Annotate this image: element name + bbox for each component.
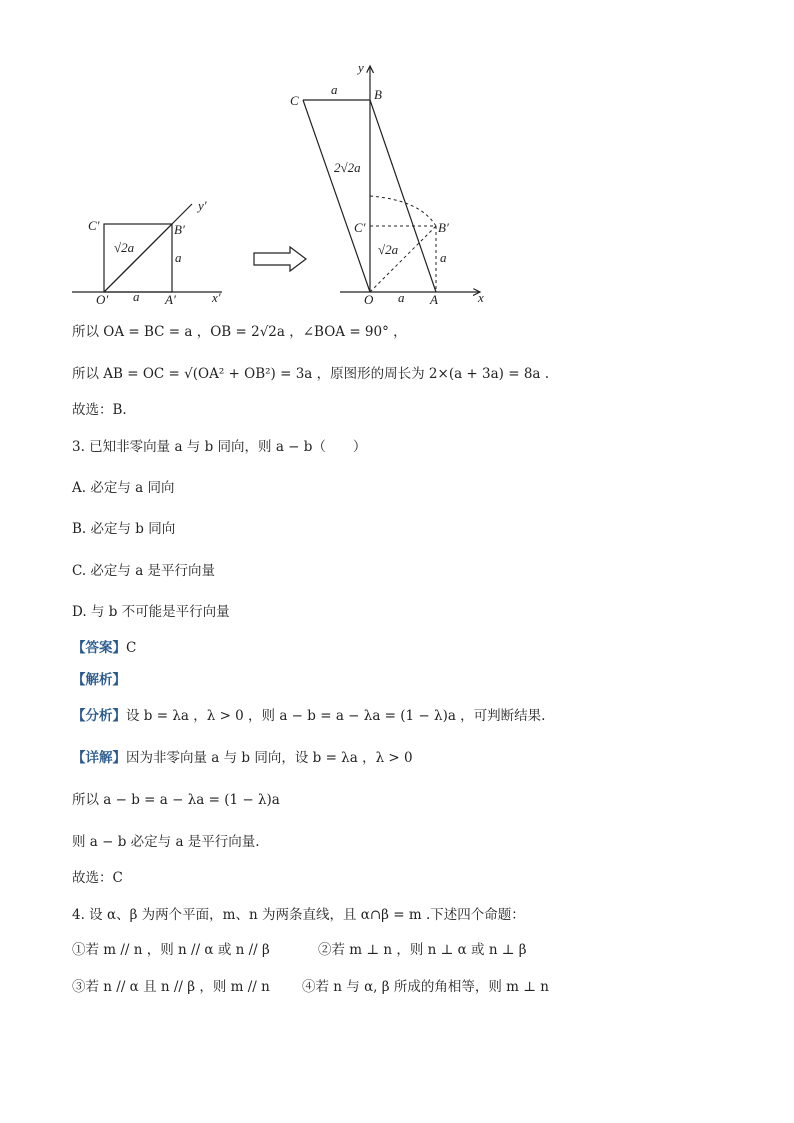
option-c: C. 必定与 a 是平行向量 <box>72 563 216 579</box>
original-figure <box>303 66 480 292</box>
left-diag-label: √2a <box>114 240 135 255</box>
right-ba <box>370 100 436 292</box>
option-d: D. 与 b 不可能是平行向量 <box>72 604 230 620</box>
detail-row <box>72 748 413 768</box>
right-arc <box>370 196 436 226</box>
answer-choice-b: 故选：B. <box>72 402 127 418</box>
analysis-sub-tag: 【分析】 <box>72 708 126 724</box>
answer-row <box>72 638 136 658</box>
analysis-heading <box>72 670 126 690</box>
left-label-b: B′ <box>174 222 185 237</box>
right-label-c: C <box>290 93 299 108</box>
option-b: B. 必定与 b 同向 <box>72 521 176 537</box>
proposition-1: ①若 m // n ，则 n // α 或 n // β <box>72 942 270 958</box>
analysis-row <box>72 706 545 726</box>
right-label-bp: B′ <box>438 220 449 235</box>
left-label-y: y′ <box>198 198 207 213</box>
left-label-a: A′ <box>165 292 176 307</box>
proposition-2: ②若 m ⊥ n ，则 n ⊥ α 或 n ⊥ β <box>318 942 527 958</box>
answer-choice-c: 故选：C <box>72 870 123 886</box>
left-label-x: x′ <box>212 290 221 305</box>
solution-line-2: 所以 AB = OC = √(OA² + OB²) = 3a ，原图形的周长为 2×(a + 3a) = 8a . <box>72 366 550 382</box>
analysis-text: 设 b = λa ，λ > 0 ，则 a − b = a − λa = (1 − λ)a ，可判断结果. <box>126 708 546 724</box>
left-bottom-label: a <box>133 289 140 304</box>
transform-arrow <box>254 247 306 271</box>
left-label-c: C′ <box>88 218 100 233</box>
detail-tag: 【详解】 <box>72 750 126 766</box>
left-side-label: a <box>175 250 182 265</box>
analysis-tag: 【解析】 <box>72 672 126 688</box>
right-side-label: a <box>440 250 447 265</box>
answer-tag: 【答案】 <box>72 640 126 656</box>
right-label-y: y <box>358 60 364 75</box>
right-label-cp: C′ <box>354 220 366 235</box>
option-a: A. 必定与 a 同向 <box>72 480 175 496</box>
right-top-label: a <box>331 82 338 97</box>
proposition-4: ④若 n 与 α, β 所成的角相等，则 m ⊥ n <box>302 979 549 995</box>
question-4: 4. 设 α、β 为两个平面，m、n 为两条直线，且 α∩β = m .下述四个命题： <box>72 907 525 923</box>
detail-text: 因为非零向量 a 与 b 同向，设 b = λa ，λ > 0 <box>126 750 413 766</box>
detail-line-3: 则 a − b 必定与 a 是平行向量. <box>72 834 260 850</box>
left-diagonal <box>104 224 172 292</box>
right-label-a: A <box>430 292 438 307</box>
right-co <box>303 100 370 292</box>
left-label-o: O′ <box>96 292 109 307</box>
question-3: 3. 已知非零向量 a 与 b 同向，则 a − b（ ） <box>72 439 367 455</box>
right-o-bp <box>370 226 436 292</box>
geometry-figure <box>0 0 794 320</box>
right-diag-label: √2a <box>378 242 399 257</box>
right-label-x: x <box>478 290 484 305</box>
right-ob-label: 2√2a <box>334 160 361 175</box>
answer-value: C <box>126 640 137 656</box>
right-bottom-label: a <box>398 290 405 305</box>
detail-line-2: 所以 a − b = a − λa = (1 − λ)a <box>72 792 280 808</box>
right-label-b: B <box>374 87 382 102</box>
solution-line-1: 所以 OA = BC = a ，OB = 2√2a ，∠BOA = 90° ， <box>72 324 407 340</box>
proposition-3: ③若 n // α 且 n // β ，则 m // n <box>72 979 270 995</box>
right-label-o: O <box>364 292 374 307</box>
